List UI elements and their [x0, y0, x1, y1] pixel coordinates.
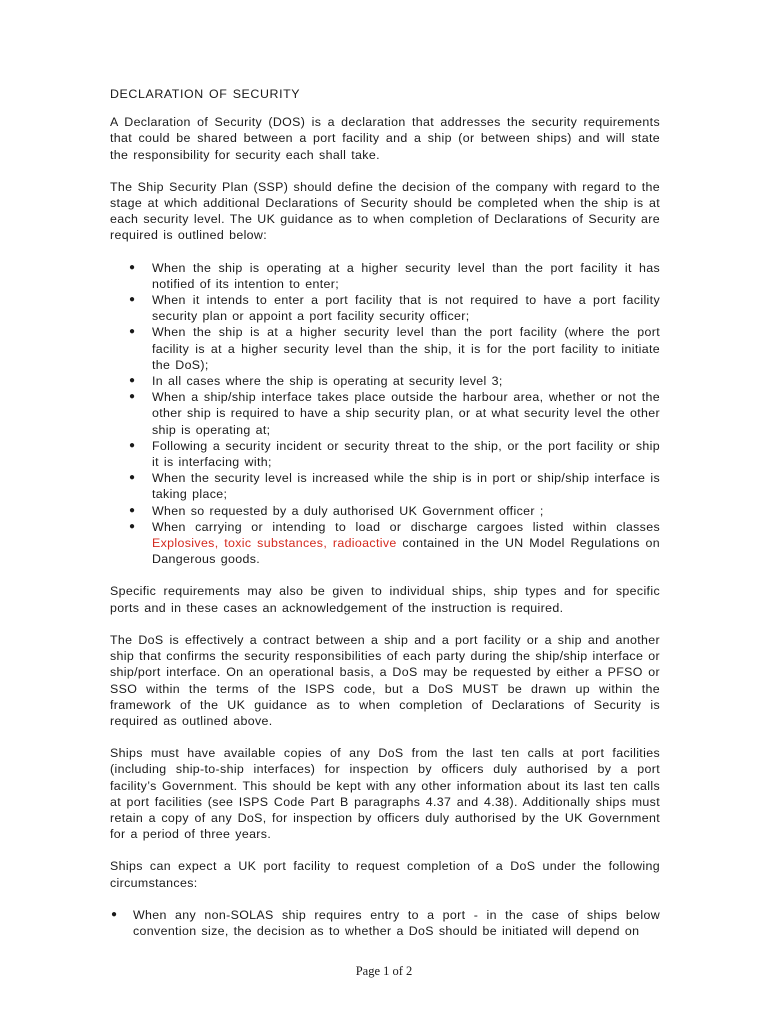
list-item: ● When a ship/ship interface takes place outside the harbour area, whether or not the other ship is required to have a ship security plan, or at what security level the other ship is operating at;: [129, 390, 661, 437]
bullet-icon: ●: [129, 294, 136, 306]
bullet-icon: ●: [129, 391, 136, 403]
highlighted-cargo-classes: Explosives, toxic substances, radioactive: [152, 536, 397, 551]
list-item: ● When so requested by a duly authorised UK Government officer ;: [129, 503, 544, 518]
paragraph-contract: The DoS is effectively a contract between a ship and a port facility or a ship and another ship that confirms the security responsibilities of each party during the ship/ship interface or ship/port interface. On an operational basis, a DoS may be requested by either a PFSO or SSO within the terms of the ISPS code, but a DoS MUST be drawn up within the framework of the UK guidance as to when completion of Declarations of Security is required as outlined above.: [110, 632, 660, 728]
bullet-icon: ●: [111, 908, 118, 920]
requirement-list: [110, 260, 660, 568]
paragraph-ssp: The Ship Security Plan (SSP) should define the decision of the company with regard to the stage at which additional Declarations of Security should be completed when the ship is at each security level. The UK guidance as to when completion of Declarations of Security are required is outlined below:: [110, 179, 660, 243]
paragraph-specific: Specific requirements may also be given to individual ships, ship types and for specific ports and in these cases an acknowledgement of the instruction is required.: [110, 584, 660, 615]
bullet-icon: ●: [129, 472, 136, 484]
document-title: DECLARATION OF SECURITY: [110, 87, 301, 101]
bullet-icon: ●: [129, 504, 136, 516]
circumstance-list: [110, 907, 660, 939]
paragraph-circumstances: Ships can expect a UK port facility to request completion of a DoS under the following circumstances:: [110, 859, 660, 890]
list-item: ● When the ship is at a higher security level than the port facility (where the port facility is at a higher security level than the ship, it is for the port facility to initiate the DoS);: [129, 325, 660, 372]
paragraph-intro: A Declaration of Security (DOS) is a declaration that addresses the security requirements that could be shared between a port facility and a ship (or between ships) and will state the responsibility for security each shall take.: [110, 115, 660, 162]
bullet-icon: ●: [129, 261, 136, 273]
list-item: ● When it intends to enter a port facility that is not required to have a port facility security plan or appoint a port facility security officer;: [129, 293, 660, 324]
list-item: ● In all cases where the ship is operating at security level 3;: [129, 374, 503, 389]
list-item: ● When the ship is operating at a higher security level than the port facility it has notified of its intention to enter;: [129, 260, 660, 291]
bullet-icon: ●: [129, 326, 136, 338]
document-page: [110, 86, 660, 955]
list-item: ● When the security level is increased while the ship is in port or ship/ship interface is taking place;: [129, 471, 660, 502]
paragraph-copies: Ships must have available copies of any DoS from the last ten calls at port facilities (including ship-to-ship interfaces) for inspection by officers duly authorised by a port facility’s Government. This should be kept with any other information about its last ten calls at port facilities (see ISPS Code Part B paragraphs 4.37 and 4.38). Additionally ships must retain a copy of any DoS, for inspection by officers duly authorised by the UK Government for a period of three years.: [110, 746, 660, 842]
bullet-icon: ●: [129, 520, 136, 532]
bullet-icon: ●: [129, 439, 136, 451]
list-item: ● When carrying or intending to load or discharge cargoes listed within classes Explosives, toxic substances, radioactive contained in the UN Model Regulations on Dangerous goods.: [129, 519, 660, 567]
list-item: ● When any non-SOLAS ship requires entry to a port - in the case of ships below convention size, the decision as to whether a DoS should be initiated will depend on: [111, 907, 660, 938]
page-number: Page 1 of 2: [355, 964, 413, 978]
bullet-icon: ●: [129, 375, 136, 387]
list-item: ● Following a security incident or security threat to the ship, or the port facility or ship it is interfacing with;: [129, 438, 660, 470]
